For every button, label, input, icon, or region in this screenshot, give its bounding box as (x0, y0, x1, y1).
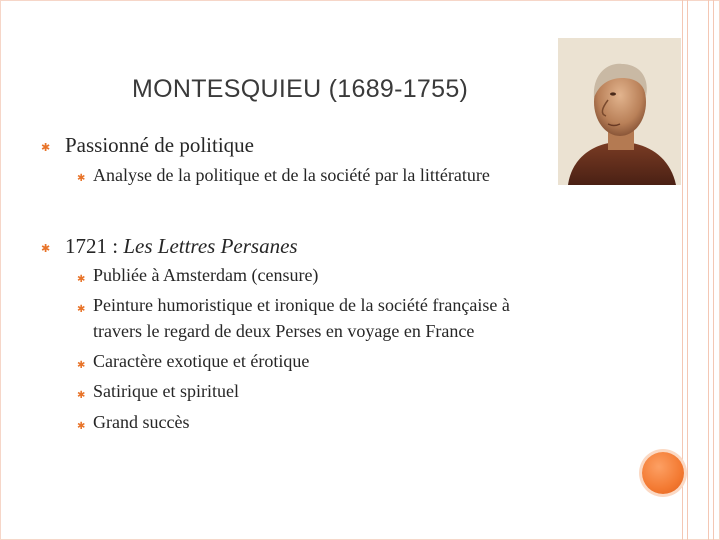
decorative-line (708, 0, 709, 540)
bullet-star-icon: ✱ (77, 421, 86, 432)
bullet-level2: Peinture humoristique et ironique de la société française à (93, 295, 510, 315)
portrait-image (558, 38, 681, 185)
bullet-prefix: 1721 : (65, 234, 124, 258)
decorative-line (682, 0, 683, 540)
portrait-bust-icon (558, 38, 681, 185)
bullet-star-icon: ✱ (41, 243, 51, 255)
decorative-line (713, 0, 714, 540)
slide-title: MONTESQUIEU (1689-1755) (132, 75, 469, 103)
bullet-level1: Passionné de politique (65, 133, 254, 157)
bullet-level2: Satirique et spirituel (93, 381, 239, 401)
bullet-level2: Analyse de la politique et de la société par la littérature (93, 165, 490, 185)
bullet-star-icon: ✱ (77, 304, 86, 315)
decorative-line (687, 0, 688, 540)
bullet-level2-continuation: travers le regard de deux Perses en voyage en France (93, 321, 475, 341)
bullet-level2: Caractère exotique et érotique (93, 351, 310, 371)
bullet-level2: Publiée à Amsterdam (censure) (93, 265, 319, 285)
bullet-star-icon: ✱ (77, 274, 86, 285)
orange-circle-decoration (642, 452, 684, 494)
bullet-level1 (65, 234, 298, 259)
bullet-star-icon: ✱ (77, 390, 86, 401)
bullet-star-icon: ✱ (77, 360, 86, 371)
bullet-star-icon: ✱ (41, 142, 51, 154)
bullet-level2: Grand succès (93, 412, 190, 432)
book-title: Les Lettres Persanes (123, 234, 298, 258)
bullet-star-icon: ✱ (77, 173, 86, 184)
